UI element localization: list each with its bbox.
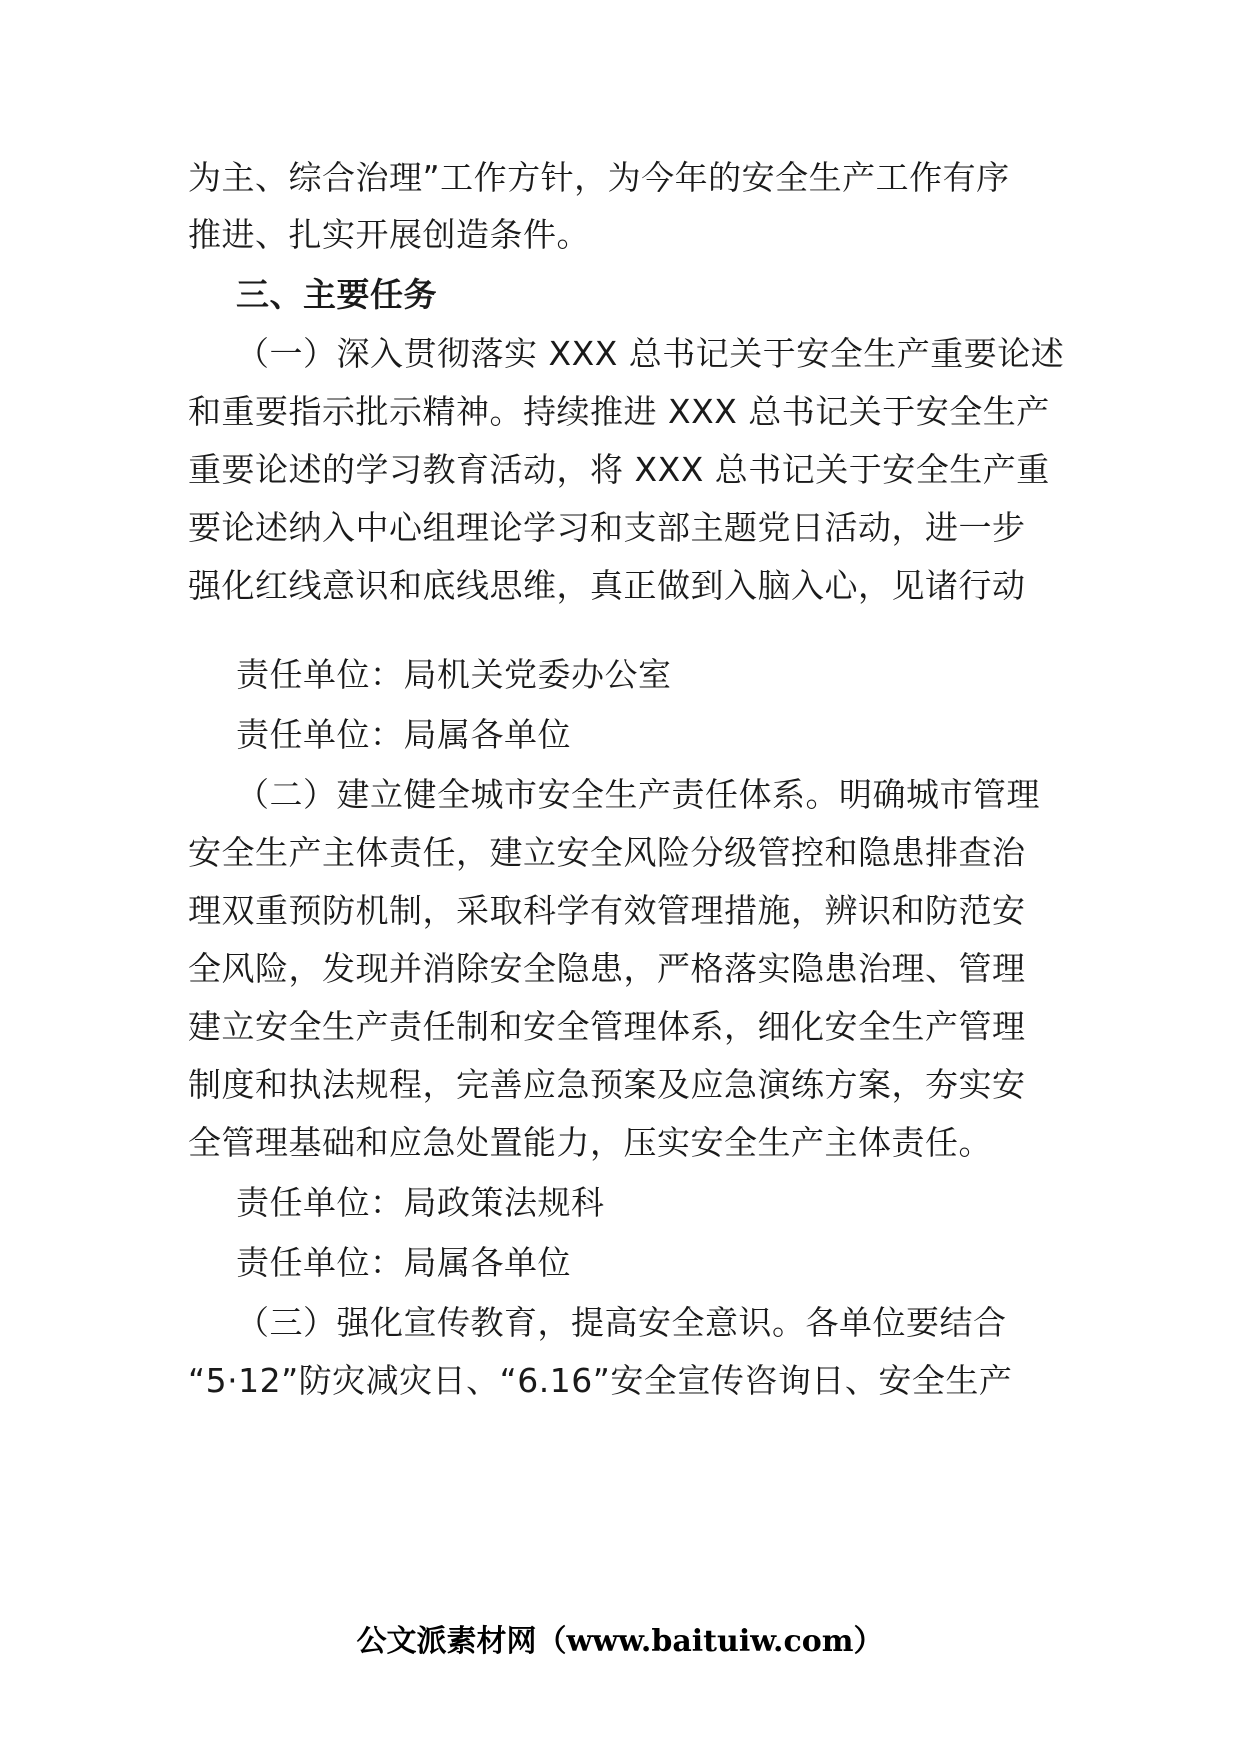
body-text-line: 全管理基础和应急处置能力，压实安全生产主体责任。: [188, 1123, 992, 1162]
responsible-unit-line: 责任单位：局机关党委办公室: [236, 655, 672, 694]
responsible-unit-line: 责任单位：局政策法规科: [236, 1183, 605, 1222]
section-heading: 三、主要任务: [236, 275, 437, 314]
body-text-line: 建立安全生产责任制和安全管理体系，细化安全生产管理: [188, 1007, 1026, 1046]
body-text-line: 和重要指示批示精神。持续推进 XXX 总书记关于安全生产: [188, 392, 1050, 431]
subsection-title-line: （一）深入贯彻落实 XXX 总书记关于安全生产重要论述: [236, 334, 1065, 373]
body-text-line: 制度和执法规程，完善应急预案及应急演练方案，夯实安: [188, 1065, 1026, 1104]
subsection-title-line: （三）强化宣传教育，提高安全意识。各单位要结合: [236, 1303, 1007, 1342]
responsible-unit-line: 责任单位：局属各单位: [236, 1243, 571, 1282]
body-text-line: 重要论述的学习教育活动，将 XXX 总书记关于安全生产重: [188, 450, 1050, 489]
body-text-line: 要论述纳入中心组理论学习和支部主题党日活动，进一步: [188, 508, 1026, 547]
subsection-title-line: （二）建立健全城市安全生产责任体系。明确城市管理: [236, 775, 1040, 814]
body-text-line: 安全生产主体责任，建立安全风险分级管控和隐患排查治: [188, 833, 1026, 872]
body-text-line: 推进、扎实开展创造条件。: [188, 215, 590, 254]
body-text-line: 强化红线意识和底线思维，真正做到入脑入心，见诸行动: [188, 566, 1026, 605]
body-text-line: 理双重预防机制，采取科学有效管理措施，辨识和防范安: [188, 891, 1026, 930]
body-text-line: “5·12”防灾减灾日、“6.16”安全宣传咨询日、安全生产: [188, 1361, 1013, 1400]
footer-watermark: 公文派素材网（www.baituiw.com）: [356, 1624, 884, 1659]
responsible-unit-line: 责任单位：局属各单位: [236, 715, 571, 754]
body-text-line: 全风险，发现并消除安全隐患，严格落实隐患治理、管理: [188, 949, 1026, 988]
body-text-line: 为主、综合治理”工作方针，为今年的安全生产工作有序: [188, 158, 1010, 197]
